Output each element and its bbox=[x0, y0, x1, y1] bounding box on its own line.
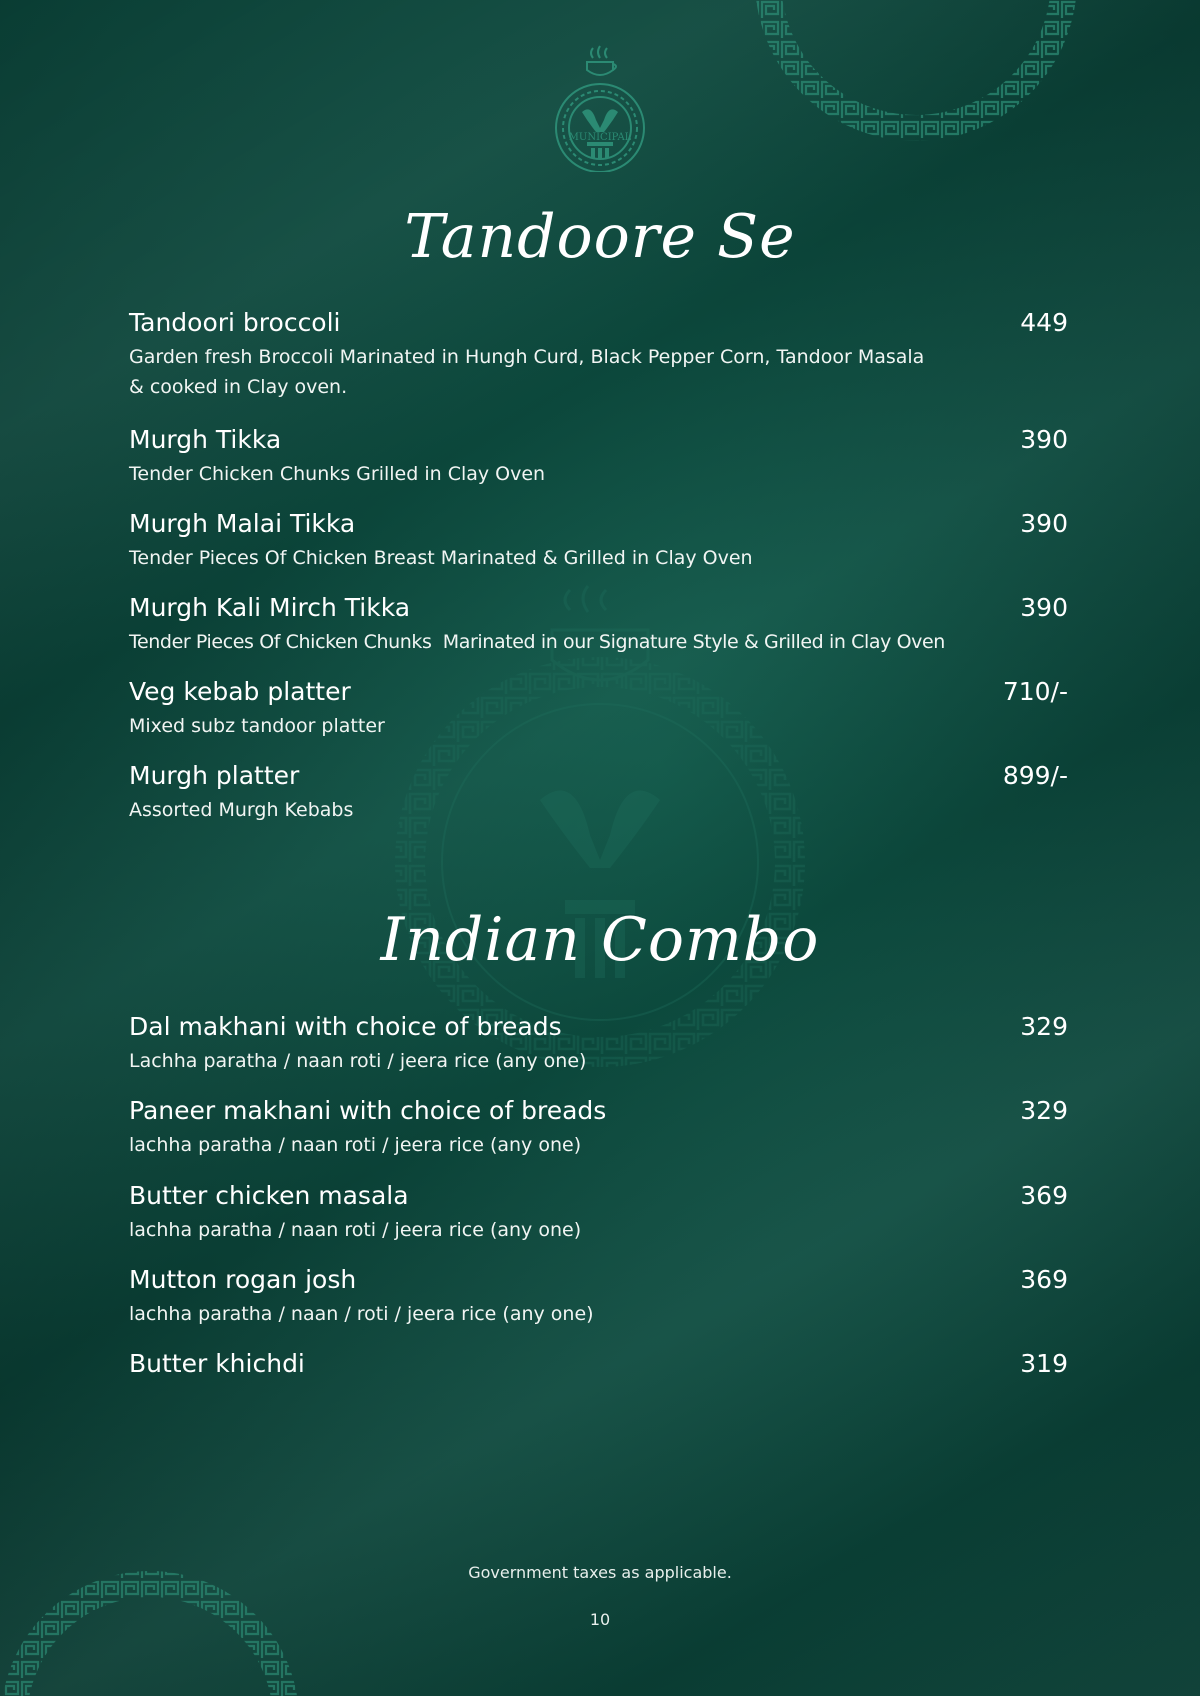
section-title-indian-combo: Indian Combo bbox=[380, 905, 820, 975]
item-description: Mixed subz tandoor platter bbox=[129, 715, 385, 737]
item-name: Murgh platter bbox=[129, 761, 300, 790]
item-description: lachha paratha / naan roti / jeera rice (any one) bbox=[129, 1219, 582, 1241]
item-price: 329 bbox=[1020, 1012, 1068, 1041]
item-description: lachha paratha / naan / roti / jeera rice (any one) bbox=[129, 1303, 594, 1325]
item-price: 899/- bbox=[1002, 761, 1068, 790]
item-name: Murgh Tikka bbox=[129, 425, 282, 454]
menu-item-butter-chicken-masala bbox=[129, 1179, 1068, 1245]
menu-item-mutton-rogan-josh bbox=[129, 1263, 1068, 1329]
item-name: Butter chicken masala bbox=[129, 1181, 409, 1210]
item-price: 390 bbox=[1020, 593, 1068, 622]
menu-item-paneer-makhani bbox=[129, 1094, 1068, 1160]
item-price: 369 bbox=[1020, 1181, 1068, 1210]
item-description: Tender Pieces Of Chicken Chunks Marinated in our Signature Style & Grilled in Clay Oven bbox=[129, 631, 945, 653]
item-description: Tender Pieces Of Chicken Breast Marinated & Grilled in Clay Oven bbox=[129, 547, 753, 569]
item-name: Dal makhani with choice of breads bbox=[129, 1012, 562, 1041]
item-price: 329 bbox=[1020, 1096, 1068, 1125]
menu-item-murgh-kali-mirch-tikka bbox=[129, 591, 1068, 657]
menu-item-murgh-tikka bbox=[129, 423, 1068, 489]
item-description: Garden fresh Broccoli Marinated in Hungh Curd, Black Pepper Corn, Tandoor Masala & cooked in Clay oven. bbox=[129, 346, 925, 398]
item-price: 319 bbox=[1020, 1349, 1068, 1378]
item-price: 710/- bbox=[1002, 677, 1068, 706]
item-description: Assorted Murgh Kebabs bbox=[129, 799, 354, 821]
municipal-logo bbox=[549, 42, 651, 172]
item-name: Murgh Kali Mirch Tikka bbox=[129, 593, 411, 622]
item-name: Mutton rogan josh bbox=[129, 1265, 357, 1294]
item-name: Butter khichdi bbox=[129, 1349, 305, 1378]
item-name: Paneer makhani with choice of breads bbox=[129, 1096, 607, 1125]
page-number: 10 bbox=[589, 1610, 611, 1629]
top-right-ring-ornament bbox=[768, 0, 1064, 128]
menu-item-veg-kebab-platter bbox=[129, 675, 1068, 741]
item-description: Tender Chicken Chunks Grilled in Clay Oven bbox=[129, 463, 546, 485]
section-title-tandoore-se: Tandoore Se bbox=[404, 202, 796, 272]
menu-item-tandoori-broccoli bbox=[129, 306, 1068, 402]
item-price: 369 bbox=[1020, 1265, 1068, 1294]
menu-item-butter-khichdi bbox=[129, 1347, 1068, 1383]
item-name: Murgh Malai Tikka bbox=[129, 509, 356, 538]
item-price: 449 bbox=[1020, 308, 1068, 337]
item-name: Veg kebab platter bbox=[129, 677, 351, 706]
menu-item-murgh-platter bbox=[129, 759, 1068, 825]
menu-item-murgh-malai-tikka bbox=[129, 507, 1068, 573]
tax-note: Government taxes as applicable. bbox=[468, 1563, 732, 1582]
item-name: Tandoori broccoli bbox=[129, 308, 341, 337]
item-price: 390 bbox=[1020, 425, 1068, 454]
menu-item-dal-makhani bbox=[129, 1010, 1068, 1076]
svg-text:MUNICIPAL: MUNICIPAL bbox=[568, 132, 632, 143]
item-price: 390 bbox=[1020, 509, 1068, 538]
item-description: lachha paratha / naan roti / jeera rice (any one) bbox=[129, 1134, 582, 1156]
bottom-left-ring-ornament bbox=[14, 1584, 286, 1696]
item-description: Lachha paratha / naan roti / jeera rice (any one) bbox=[129, 1050, 587, 1072]
